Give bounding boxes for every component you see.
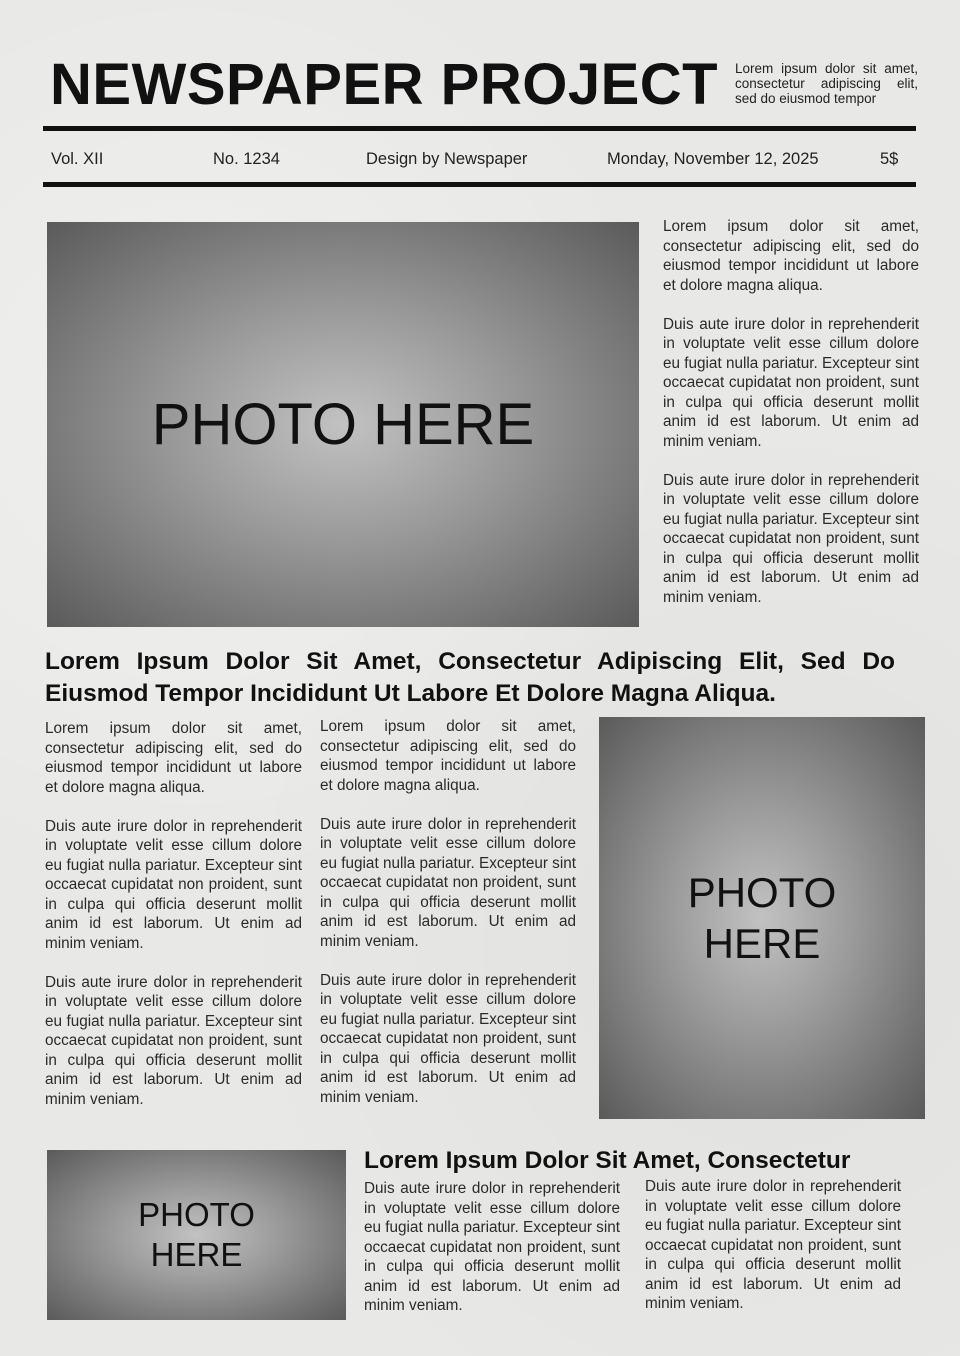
price: 5$ [880,150,899,168]
main-photo-placeholder [47,222,639,627]
paragraph: Duis aute irure dolor in reprehenderit in voluptate velit esse cillum dolore eu fugiat nulla pariatur. Excepteur sint occaecat cupidatat non proident, sunt in culpa qui officia deserunt mollit anim id est laborum. Ut enim ad minim veniam. [320,815,576,950]
secondary-column-2 [645,1177,901,1314]
masthead-title: NEWSPAPER PROJECT [50,52,719,117]
side-photo-placeholder [599,717,925,1119]
design-credit: Design by Newspaper [366,150,528,168]
paragraph: Lorem ipsum dolor sit amet, consectetur adipiscing elit, sed do eiusmod tempor incididunt ut labore et dolore magna aliqua. [663,218,919,294]
issue-number: No. 1234 [213,150,280,168]
issue-date: Monday, November 12, 2025 [607,150,819,168]
paragraph: Duis aute irure dolor in reprehenderit in voluptate velit esse cillum dolore eu fugiat nulla pariatur. Excepteur sint occaecat cupidatat non proident, sunt in culpa qui officia deserunt mollit anim id est laborum. Ut enim ad minim veniam. [45,973,302,1108]
masthead-tagline: Lorem ipsum dolor sit amet, consectetur adipiscing elit, sed do eiusmod tempor [735,61,918,106]
secondary-headline: Lorem Ipsum Dolor Sit Amet, Consectetur [364,1147,851,1174]
main-photo-label: PHOTO HERE [151,391,535,457]
top-right-column [663,217,919,607]
secondary-column-1 [364,1179,620,1316]
volume-label: Vol. XII [51,150,104,168]
paragraph: Duis aute irure dolor in reprehenderit in voluptate velit esse cillum dolore eu fugiat nulla pariatur. Excepteur sint occaecat cupidatat non proident, sunt in culpa qui officia deserunt mollit anim id est laborum. Ut enim ad minim veniam. [663,471,919,606]
bottom-photo-label: PHOTO HERE [138,1196,255,1273]
paragraph: Duis aute irure dolor in reprehenderit in voluptate velit esse cillum dolore eu fugiat nulla pariatur. Excepteur sint occaecat cupidatat non proident, sunt in culpa qui officia deserunt mollit anim id est laborum. Ut enim ad minim veniam. [663,315,919,450]
bottom-photo-placeholder [47,1150,346,1320]
paragraph: Duis aute irure dolor in reprehenderit in voluptate velit esse cillum dolore eu fugiat nulla pariatur. Excepteur sint occaecat cupidatat non proident, sunt in culpa qui officia deserunt mollit anim id est laborum. Ut enim ad minim veniam. [320,971,576,1106]
paragraph: Duis aute irure dolor in reprehenderit in voluptate velit esse cillum dolore eu fugiat nulla pariatur. Excepteur sint occaecat cupidatat non proident, sunt in culpa qui officia deserunt mollit anim id est laborum. Ut enim ad minim veniam. [364,1180,620,1314]
article-column-2 [320,717,576,1107]
bottom-rule [43,182,916,187]
paragraph: Duis aute irure dolor in reprehenderit in voluptate velit esse cillum dolore eu fugiat nulla pariatur. Excepteur sint occaecat cupidatat non proident, sunt in culpa qui officia deserunt mollit anim id est laborum. Ut enim ad minim veniam. [645,1178,901,1312]
side-photo-label: PHOTO HERE [687,869,837,967]
article-column-1 [45,719,302,1109]
paragraph: Duis aute irure dolor in reprehenderit in voluptate velit esse cillum dolore eu fugiat nulla pariatur. Excepteur sint occaecat cupidatat non proident, sunt in culpa qui officia deserunt mollit anim id est laborum. Ut enim ad minim veniam. [45,817,302,952]
paragraph: Lorem ipsum dolor sit amet, consectetur adipiscing elit, sed do eiusmod tempor incididunt ut labore et dolore magna aliqua. [45,720,302,796]
top-rule [43,126,916,131]
paragraph: Lorem ipsum dolor sit amet, consectetur adipiscing elit, sed do eiusmod tempor incididunt ut labore et dolore magna aliqua. [320,718,576,794]
main-headline: Lorem Ipsum Dolor Sit Amet, Consectetur Adipiscing Elit, Sed Do Eiusmod Tempor Incididunt Ut Labore Et Dolore Magna Aliqua. [45,648,895,707]
